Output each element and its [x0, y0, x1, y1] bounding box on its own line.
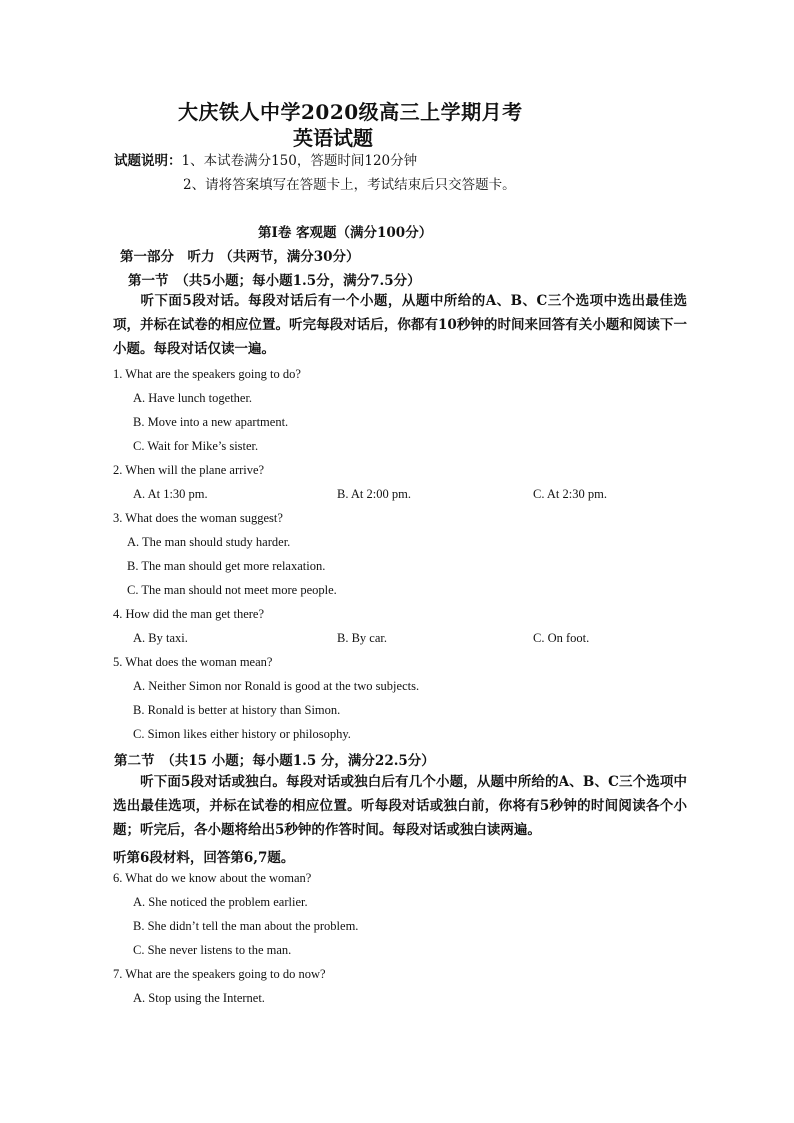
- question-6-option-a: A. She noticed the problem earlier.: [133, 895, 308, 909]
- question-5-option-a: A. Neither Simon nor Ronald is good at the two subjects.: [133, 679, 420, 693]
- question-1-option-b: B. Move into a new apartment.: [133, 415, 289, 429]
- question-1-option-c: C. Wait for Mike’s sister.: [133, 439, 259, 453]
- question-7: 7. What are the speakers going to do now?: [113, 967, 326, 981]
- section-2-instructions: [113, 770, 687, 842]
- question-1-option-a: A. Have lunch together.: [133, 391, 253, 405]
- question-6: 6. What do we know about the woman?: [113, 871, 312, 885]
- question-5-option-c: C. Simon likes either history or philosophy.: [133, 727, 351, 741]
- question-4-option-c: C. On foot.: [533, 631, 590, 645]
- question-5: 5. What does the woman mean?: [113, 655, 273, 669]
- question-6-option-b: B. She didn’t tell the man about the problem.: [133, 919, 359, 933]
- section-1-instructions: [113, 289, 687, 361]
- volume-title: 第I卷 客观题（满分100分）: [258, 225, 433, 241]
- listen-material-6: 听第6段材料，回答第6,7题。: [113, 850, 295, 866]
- question-3-option-a: A. The man should study harder.: [127, 535, 291, 549]
- question-2-option-c: C. At 2:30 pm.: [533, 487, 607, 501]
- question-3-option-b: B. The man should get more relaxation.: [127, 559, 326, 573]
- exam-title: 大庆铁人中学2020级高三上学期月考: [178, 100, 523, 124]
- question-4-option-b: B. By car.: [337, 631, 387, 645]
- question-6-option-c: C. She never listens to the man.: [133, 943, 292, 957]
- question-3-option-c: C. The man should not meet more people.: [127, 583, 337, 597]
- question-4: 4. How did the man get there?: [113, 607, 264, 621]
- note-1-text: 1、本试卷满分150，答题时间120分钟: [181, 153, 418, 169]
- question-4-option-a: A. By taxi.: [133, 631, 188, 645]
- question-5-option-b: B. Ronald is better at history than Simon.: [133, 703, 341, 717]
- question-1: 1. What are the speakers going to do?: [113, 367, 301, 381]
- exam-subtitle: 英语试题: [293, 126, 373, 150]
- question-7-option-a: A. Stop using the Internet.: [133, 991, 265, 1005]
- exam-note-2: 2、请将答案填写在答题卡上，考试结束后只交答题卡。: [183, 177, 516, 193]
- section-1-heading: 第一节 （共5小题；每小题1.5分，满分7.5分）: [128, 273, 421, 289]
- section-2-instructions-text: 听下面5段对话或独白。每段对话或独白后有几个小题，从题中所给的A、B、C三个选项中选出最佳选项，并标在试卷的相应位置。听每段对话或独白前，你将有5秒钟的时间阅读各个小题；听完后，各小题将给出5秒钟的作答时间。每段对话或独白读两遍。: [113, 774, 687, 838]
- note-label: 试题说明：: [114, 153, 182, 169]
- part-1-heading: 第一部分 听力 （共两节，满分30分）: [120, 249, 360, 265]
- section-2-heading: 第二节 （共15 小题；每小题1.5 分，满分22.5分）: [114, 753, 435, 769]
- question-2: 2. When will the plane arrive?: [113, 463, 265, 477]
- section-1-instructions-text: 听下面5段对话。每段对话后有一个小题，从题中所给的A、B、C三个选项中选出最佳选项，并标在试卷的相应位置。听完每段对话后，你都有10秒钟的时间来回答有关小题和阅读下一小题。每段对话仅读一遍。: [113, 293, 687, 357]
- question-2-option-a: A. At 1:30 pm.: [133, 487, 208, 501]
- question-2-option-b: B. At 2:00 pm.: [337, 487, 411, 501]
- question-3: 3. What does the woman suggest?: [113, 511, 283, 525]
- exam-note-1: [114, 149, 417, 169]
